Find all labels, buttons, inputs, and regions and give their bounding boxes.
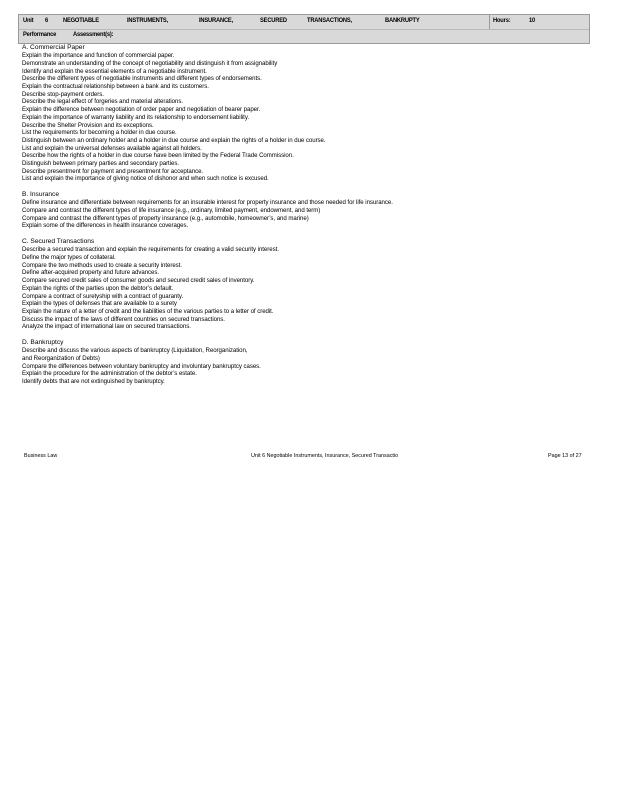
assessment-label: Assessment(s): [73, 31, 114, 38]
objective-line: Describe stop-payment orders. [22, 90, 104, 98]
objective-line: Analyze the impact of international law on secured transactions. [22, 323, 191, 331]
objective-section [22, 191, 592, 230]
objective-line: List and explain the importance of giving notice of dishonor and when such notice is excused. [22, 175, 269, 183]
objective-line: Explain the importance of warranty liability and its relationship to endorsement liability. [22, 113, 250, 121]
objective-line: Describe the Shelter Provision and its exceptions. [22, 121, 154, 129]
objective-line: Identify debts that are not extinguished by bankruptcy. [22, 378, 165, 386]
objective-line: Define insurance and differentiate between requirements for an insurable interest for property insurance and those needed for life insurance. [22, 199, 393, 207]
objective-line: Compare the two methods used to create a security interest. [22, 261, 182, 269]
section-title: D. Bankruptcy [22, 339, 64, 347]
objective-line: List the requirements for becoming a holder in due course. [22, 129, 177, 137]
section-title: C. Secured Transactions [22, 238, 95, 246]
objective-line: and Reorganization of Debts) [22, 355, 100, 363]
title-word: NEGOTIABLE [63, 17, 99, 24]
section-title: B. Insurance [22, 191, 60, 199]
header-divider [489, 15, 490, 29]
objective-line: Describe and discuss the various aspects of bankruptcy (Liquidation, Reorganization, [22, 347, 248, 355]
hours-label: Hours: [493, 17, 511, 24]
page-footer [22, 453, 588, 463]
section-gap [22, 331, 592, 339]
objective-line: Compare the differences between voluntary bankruptcy and involuntary bankruptcy cases. [22, 362, 261, 370]
footer-unit-title: Unit 6 Negotiable Instruments, Insurance, Secured Transactio [251, 453, 399, 459]
objective-line: Distinguish between primary parties and secondary parties. [22, 160, 179, 168]
objective-line: Explain the rights of the parties upon the debtor’s default. [22, 284, 174, 292]
objective-section [22, 44, 592, 183]
objectives-content [22, 44, 592, 386]
title-word: BANKRUPTY [385, 17, 420, 24]
objective-line: Explain the types of defenses that are available to a surety [22, 300, 177, 308]
objective-line: Compare secured credit sales of consumer goods and secured credit sales of inventory. [22, 277, 255, 285]
objective-line: Define after-acquired property and future advances. [22, 269, 160, 277]
objective-line: Discuss the impact of the laws of different countries on secured transactions. [22, 315, 225, 323]
footer-course: Business Law [24, 453, 58, 459]
header-row-title [19, 15, 589, 30]
objective-line: Explain the difference between negotiation of order paper and negotiation of bearer paper. [22, 106, 261, 114]
section-gap [22, 183, 592, 191]
objective-line: Describe a secured transaction and explain the requirements for creating a valid security interest. [22, 246, 279, 254]
objective-line: Explain the procedure for the administration of the debtor’s estate. [22, 370, 197, 378]
objective-line: Distinguish between an ordinary holder and a holder in due course and explain the rights of a holder in due course. [22, 136, 326, 144]
objective-line: Describe the legal effect of forgeries and material alterations. [22, 98, 183, 106]
objective-line: Explain the nature of a letter of credit and the liabilities of the various parties to a letter of credit. [22, 308, 274, 315]
objective-line: Compare and contrast the different types of life insurance (e.g., ordinary, limited payment, endowment, and term) [22, 207, 321, 215]
hours-value: 10 [529, 17, 536, 24]
unit-number: 6 [45, 17, 49, 24]
objective-line: Demonstrate an understanding of the concept of negotiability and distinguish it from assignability [22, 59, 278, 67]
objective-section [22, 339, 592, 386]
objective-line: Compare a contract of suretyship with a contract of guaranty. [22, 292, 184, 300]
header-row-assessment [19, 29, 589, 43]
objective-line: Explain the importance and function of commercial paper. [22, 52, 175, 60]
title-word: SECURED [260, 17, 287, 24]
objective-line: Define the major types of collateral. [22, 254, 116, 262]
unit-header [18, 14, 590, 44]
objective-line: Describe how the rights of a holder in due course have been limited by the Federal Trade Commission. [22, 152, 294, 160]
objective-section [22, 238, 592, 331]
title-word: INSTRUMENTS, [127, 17, 168, 24]
title-word: INSURANCE, [199, 17, 234, 24]
objective-line: Compare and contrast the different types of property insurance (e.g., automobile, homeowner’s, and marine) [22, 214, 309, 222]
objective-line: Explain some of the differences in health insurance coverages. [22, 222, 189, 230]
section-title: A. Commercial Paper [22, 44, 85, 51]
title-word: TRANSACTIONS, [307, 17, 352, 24]
performance-label: Performance [23, 31, 57, 38]
section-gap [22, 230, 592, 238]
objective-line: Identify and explain the essential elements of a negotiable instrument. [22, 67, 207, 75]
objective-line: Describe presentment for payment and presentment for acceptance. [22, 167, 204, 175]
objective-line: List and explain the universal defenses available against all holders. [22, 144, 202, 152]
unit-label: Unit [23, 17, 34, 24]
footer-page-number: Page 13 of 27 [548, 453, 582, 459]
objective-line: Describe the different types of negotiable instruments and different types of endorsements. [22, 75, 262, 83]
objective-line: Explain the contractual relationship between a bank and its customers. [22, 83, 209, 91]
